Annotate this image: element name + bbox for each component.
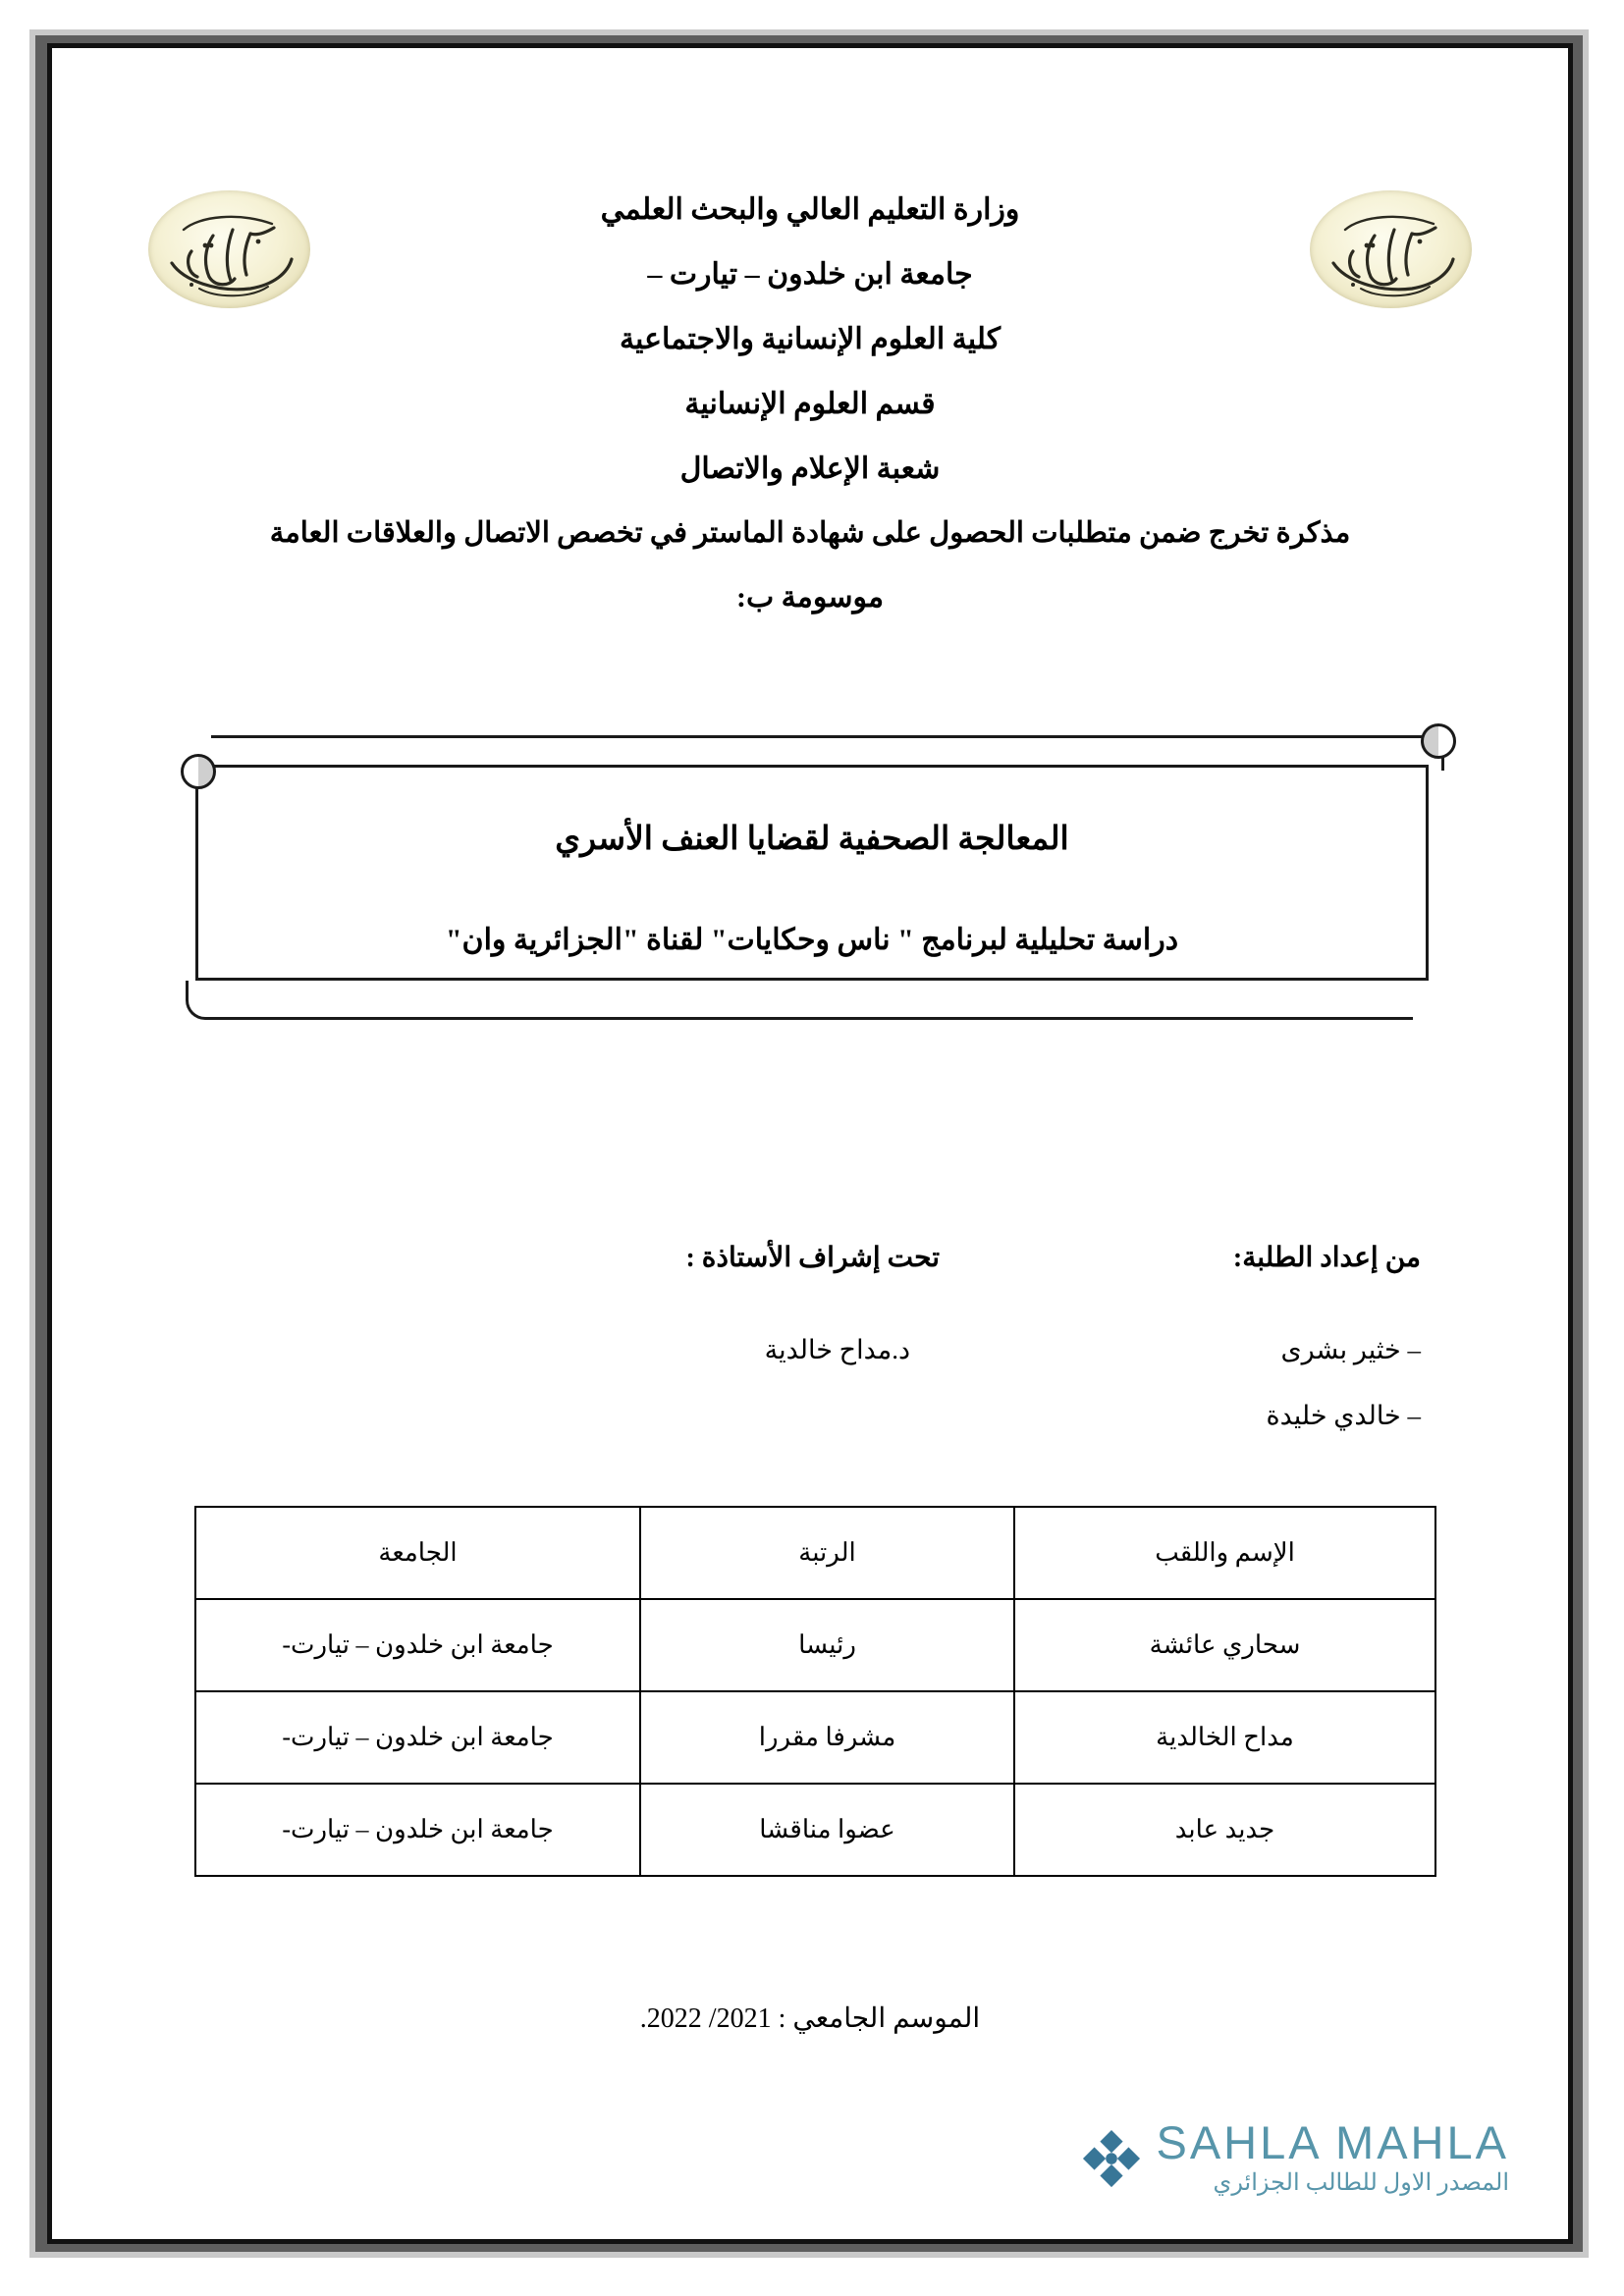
student-name-1: – خثير بشرى <box>1280 1335 1421 1364</box>
supervisor-column <box>685 1241 940 1365</box>
column-header-name: الإسم واللقب <box>1014 1507 1435 1599</box>
jury-table <box>194 1506 1436 1877</box>
header-line-faculty: كلية العلوم الإنسانية والاجتماعية <box>619 323 1001 355</box>
header-line-department: قسم العلوم الإنسانية <box>684 388 936 420</box>
column-header-rank: الرتبة <box>640 1507 1014 1599</box>
column-header-university: الجامعة <box>195 1507 640 1599</box>
scroll-curl-left-icon <box>181 754 216 789</box>
students-column <box>1233 1241 1421 1467</box>
scroll-curl-right-icon <box>1421 723 1456 759</box>
header-line-section: شعبة الإعلام والاتصال <box>679 453 941 485</box>
header-line-university: جامعة ابن خلدون – تيارت – <box>647 258 973 291</box>
cell-name: سحاري عائشة <box>1014 1599 1435 1691</box>
table-row <box>195 1599 1435 1691</box>
site-watermark <box>1081 2116 1509 2198</box>
table-row <box>195 1691 1435 1784</box>
cell-university: جامعة ابن خلدون – تيارت- <box>195 1599 640 1691</box>
academic-year-value: 2021/ 2022. <box>639 2003 772 2034</box>
supervisor-heading: تحت إشراف الأستاذة : <box>685 1243 940 1273</box>
students-heading: من إعداد الطلبة: <box>1232 1243 1421 1273</box>
cell-rank: مشرفا مقررا <box>640 1691 1014 1784</box>
entitled-label: موسومة ب: <box>735 581 885 614</box>
academic-year-line <box>52 2002 1568 2035</box>
cell-name: مداح الخالدية <box>1014 1691 1435 1784</box>
student-name-2: – خالدي خليدة <box>1266 1401 1421 1430</box>
watermark-english-text: SAHLA MAHLA <box>1156 2116 1509 2169</box>
cell-university: جامعة ابن خلدون – تيارت- <box>195 1691 640 1784</box>
cell-university: جامعة ابن خلدون – تيارت- <box>195 1784 640 1876</box>
thesis-title: المعالجة الصحفية لقضايا العنف الأسري <box>555 822 1069 857</box>
thesis-subtitle: دراسة تحليلية لبرنامج " ناس وحكايات" لقناة "الجزائرية وان" <box>445 924 1179 956</box>
cell-name: جديد عابد <box>1014 1784 1435 1876</box>
watermark-arabic-text: المصدر الاول للطالب الجزائري <box>1213 2170 1509 2197</box>
watermark-diamond-logo-icon <box>1081 2128 1142 2189</box>
thesis-statement: مذكرة تخرج ضمن متطلبات الحصول على شهادة الماستر في تخصص الاتصال والعلاقات العامة <box>269 517 1351 549</box>
authorship-section <box>52 1241 1568 1516</box>
cell-rank: رئيسا <box>640 1599 1014 1691</box>
supervisor-name: د.مداح خالدية <box>764 1335 910 1364</box>
table-row <box>195 1784 1435 1876</box>
document-page <box>47 43 1573 2244</box>
cell-rank: عضوا مناقشا <box>640 1784 1014 1876</box>
header-line-ministry: وزارة التعليم العالي والبحث العلمي <box>600 193 1020 226</box>
academic-year-label: الموسم الجامعي : <box>778 2003 981 2034</box>
title-scroll-banner <box>180 735 1456 1030</box>
scroll-bottom-flap <box>186 981 1413 1020</box>
institution-header <box>52 195 1568 613</box>
scroll-body <box>195 765 1429 981</box>
table-header-row <box>195 1507 1435 1599</box>
